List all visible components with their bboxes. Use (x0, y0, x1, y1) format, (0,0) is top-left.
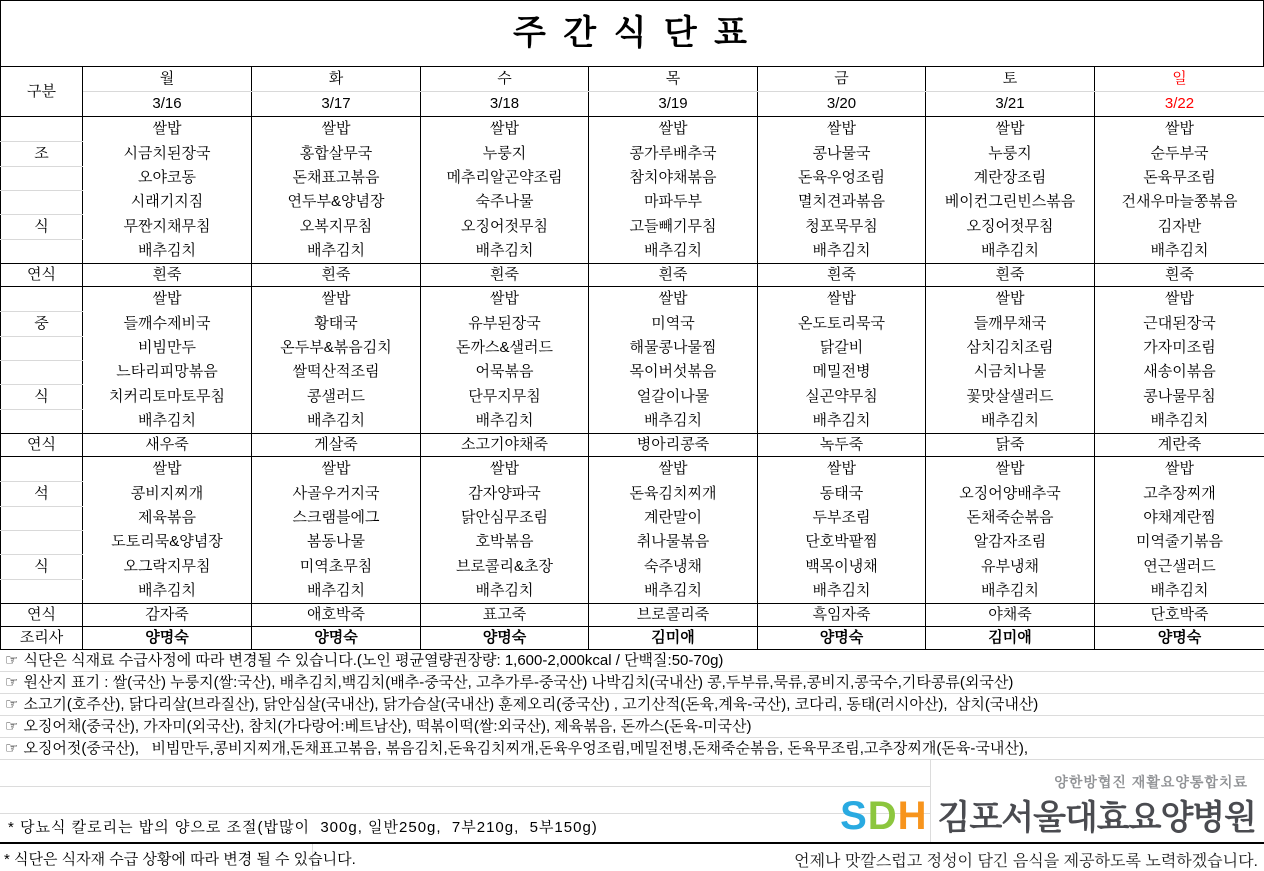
day-date-3/22: 3/22 (1095, 92, 1264, 117)
day-date-3/19: 3/19 (589, 92, 758, 117)
meal-item: 목이버섯볶음 (589, 360, 758, 384)
meal-item: 온두부&볶음김치 (252, 336, 421, 360)
corner-label: 구분 (1, 67, 83, 117)
meal-item: 마파두부 (589, 190, 758, 214)
meal-item: 베이컨그린빈스볶음 (926, 190, 1095, 214)
meal-item: 삼치김치조림 (926, 336, 1095, 360)
meal-item: 단무지무침 (421, 384, 589, 409)
cook-name: 김미애 (926, 627, 1095, 650)
divider-line (0, 842, 1264, 844)
cook-row-label: 조리사 (1, 627, 83, 650)
meal-item: 배추김치 (926, 239, 1095, 264)
soft-menu-item: 흰죽 (926, 264, 1095, 287)
meal-item: 쌀밥 (83, 457, 252, 482)
day-header-3/18: 수 (421, 67, 589, 92)
soft-diet-label: 연식 (1, 264, 83, 287)
meal-item: 연두부&양념장 (252, 190, 421, 214)
meal-section-label: 석 (1, 481, 83, 506)
supply-note: * 식단은 식자재 수급 상황에 따라 변경 될 수 있습니다. (4, 848, 356, 869)
meal-item: 건새우마늘쫑볶음 (1095, 190, 1264, 214)
meal-item: 오징어양배추국 (926, 481, 1095, 506)
meal-item: 배추김치 (83, 239, 252, 264)
meal-item: 근대된장국 (1095, 311, 1264, 336)
meal-section-label (1, 166, 83, 190)
meal-item: 알감자조림 (926, 530, 1095, 554)
origin-notes (0, 650, 1264, 760)
meal-item: 배추김치 (926, 409, 1095, 434)
meal-item: 브로콜리&초장 (421, 554, 589, 579)
meal-item: 숙주냉채 (589, 554, 758, 579)
meal-item: 배추김치 (1095, 579, 1264, 604)
meal-item: 쌀밥 (1095, 457, 1264, 482)
meal-item: 계란장조림 (926, 166, 1095, 190)
meal-item: 쌀밥 (926, 117, 1095, 142)
soft-menu-item: 야채죽 (926, 604, 1095, 627)
meal-item: 야채계란찜 (1095, 506, 1264, 530)
soft-menu-item: 흑임자죽 (758, 604, 926, 627)
meal-item: 쌀떡산적조림 (252, 360, 421, 384)
meal-item: 쌀밥 (758, 117, 926, 142)
meal-item: 미역국 (589, 311, 758, 336)
day-header-3/17: 화 (252, 67, 421, 92)
meal-item: 배추김치 (83, 409, 252, 434)
note-row (0, 716, 1264, 738)
meal-item: 새송이볶음 (1095, 360, 1264, 384)
meal-item: 쌀밥 (252, 457, 421, 482)
pointing-hand-icon: ☞ (5, 696, 18, 713)
meal-item: 배추김치 (252, 579, 421, 604)
day-date-3/17: 3/17 (252, 92, 421, 117)
soft-menu-item: 게살죽 (252, 434, 421, 457)
note-text: 원산지 표기 : 쌀(국산) 누룽지(쌀:국산), 배추김치,백김치(배추-중국산, 고추가루-중국산) 나박김치(국내산) 콩,두부류,묵류,콩비지,콩국수,기타콩류(외국산) (23, 674, 1013, 691)
meal-item: 미역초무침 (252, 554, 421, 579)
logo-sdh-letter: S (840, 794, 868, 838)
meal-item: 사골우거지국 (252, 481, 421, 506)
pointing-hand-icon: ☞ (5, 740, 18, 757)
meal-item: 쌀밥 (421, 117, 589, 142)
meal-item: 누룽지 (926, 141, 1095, 166)
meal-item: 온도토리묵국 (758, 311, 926, 336)
meal-item: 도토리묵&양념장 (83, 530, 252, 554)
day-header-3/20: 금 (758, 67, 926, 92)
meal-item: 백목이냉채 (758, 554, 926, 579)
soft-menu-item: 닭죽 (926, 434, 1095, 457)
day-header-3/22: 일 (1095, 67, 1264, 92)
sdh-logo (840, 794, 927, 839)
logo-tagline-bottom: 언제나 맛깔스럽고 정성이 담긴 음식을 제공하도록 노력하겠습니다. (794, 848, 1258, 871)
meal-item: 가자미조림 (1095, 336, 1264, 360)
cook-name: 양명숙 (1095, 627, 1264, 650)
pointing-hand-icon: ☞ (5, 674, 18, 691)
pointing-hand-icon: ☞ (5, 652, 18, 669)
cook-name: 양명숙 (421, 627, 589, 650)
meal-section-label (1, 409, 83, 434)
soft-menu-item: 흰죽 (421, 264, 589, 287)
meal-item: 동태국 (758, 481, 926, 506)
soft-menu-item: 브로콜리죽 (589, 604, 758, 627)
meal-section-label (1, 530, 83, 554)
meal-section-label (1, 190, 83, 214)
logo-sdh-letter: H (898, 794, 928, 838)
soft-diet-label: 연식 (1, 604, 83, 627)
cook-name: 양명숙 (252, 627, 421, 650)
meal-item: 비빔만두 (83, 336, 252, 360)
meal-item: 감자양파국 (421, 481, 589, 506)
meal-section-label: 중 (1, 311, 83, 336)
note-text: 오징어젓(중국산), 비빔만두,콩비지찌개,돈채표고볶음, 볶음김치,돈육김치찌개,돈육우엉조림,메밀전병,돈채죽순볶음, 돈육무조림,고추장찌개(돈육-국내산), (23, 740, 1028, 757)
day-header-3/16: 월 (83, 67, 252, 92)
soft-diet-label: 연식 (1, 434, 83, 457)
page-title: 주 간 식 단 표 (0, 0, 1264, 66)
meal-item: 두부조림 (758, 506, 926, 530)
meal-item: 배추김치 (421, 579, 589, 604)
soft-menu-item: 표고죽 (421, 604, 589, 627)
meal-item: 배추김치 (421, 239, 589, 264)
meal-section-label (1, 239, 83, 264)
meal-item: 시금치나물 (926, 360, 1095, 384)
bottom-area (0, 760, 1264, 870)
meal-item: 배추김치 (758, 579, 926, 604)
meal-item: 배추김치 (758, 409, 926, 434)
meal-item: 해물콩나물찜 (589, 336, 758, 360)
meal-section-label (1, 117, 83, 142)
soft-menu-item: 새우죽 (83, 434, 252, 457)
meal-item: 무짠지채무침 (83, 214, 252, 239)
meal-item: 콩샐러드 (252, 384, 421, 409)
meal-item: 배추김치 (1095, 409, 1264, 434)
meal-item: 치커리토마토무침 (83, 384, 252, 409)
meal-item: 황태국 (252, 311, 421, 336)
meal-item: 오그락지무침 (83, 554, 252, 579)
meal-section-label: 조 (1, 141, 83, 166)
hospital-name: 김포서울대효요양병원 (938, 790, 1256, 839)
meal-item: 들깨수제비국 (83, 311, 252, 336)
meal-item: 봄동나물 (252, 530, 421, 554)
meal-item: 쌀밥 (758, 287, 926, 312)
cook-name: 양명숙 (83, 627, 252, 650)
logo-tagline-top: 양한방협진 재활요양통합치료 (1054, 772, 1248, 792)
meal-item: 어묵볶음 (421, 360, 589, 384)
meal-item: 시래기지짐 (83, 190, 252, 214)
note-text: 소고기(호주산), 닭다리살(브라질산), 닭안심살(국내산), 닭가슴살(국내산) 훈제오리(중국산) , 고기산적(돈육,계육-국산), 코다리, 동태(러시아산), 삼치(국내산) (23, 696, 1038, 713)
meal-item: 단호박팥찜 (758, 530, 926, 554)
meal-item: 배추김치 (252, 409, 421, 434)
meal-item: 배추김치 (421, 409, 589, 434)
meal-item: 실곤약무침 (758, 384, 926, 409)
meal-item: 쌀밥 (589, 457, 758, 482)
meal-item: 배추김치 (83, 579, 252, 604)
meal-item: 계란말이 (589, 506, 758, 530)
soft-menu-item: 흰죽 (1095, 264, 1264, 287)
meal-item: 돈까스&샐러드 (421, 336, 589, 360)
meal-item: 얼갈이나물 (589, 384, 758, 409)
meal-item: 돈육우엉조림 (758, 166, 926, 190)
note-row (0, 650, 1264, 672)
soft-menu-item: 병아리콩죽 (589, 434, 758, 457)
meal-item: 호박볶음 (421, 530, 589, 554)
meal-section-label: 식 (1, 554, 83, 579)
soft-menu-item: 감자죽 (83, 604, 252, 627)
meal-section-label: 식 (1, 214, 83, 239)
cook-name: 양명숙 (758, 627, 926, 650)
meal-item: 쌀밥 (252, 117, 421, 142)
meal-item: 홍합살무국 (252, 141, 421, 166)
soft-menu-item: 흰죽 (758, 264, 926, 287)
meal-item: 배추김치 (589, 239, 758, 264)
meal-section-label (1, 506, 83, 530)
day-date-3/21: 3/21 (926, 92, 1095, 117)
meal-item: 쌀밥 (1095, 117, 1264, 142)
day-date-3/16: 3/16 (83, 92, 252, 117)
diabetic-note: * 당뇨식 칼로리는 밥의 양으로 조절(밥많이 300g, 일반250g, 7부210g, 5부150g) (8, 815, 598, 841)
meal-item: 콩나물국 (758, 141, 926, 166)
meal-item: 고추장찌개 (1095, 481, 1264, 506)
note-row (0, 694, 1264, 716)
meal-section-label (1, 360, 83, 384)
meal-item: 배추김치 (758, 239, 926, 264)
soft-menu-item: 흰죽 (83, 264, 252, 287)
meal-item: 유부된장국 (421, 311, 589, 336)
meal-item: 고들빼기무침 (589, 214, 758, 239)
soft-menu-item: 애호박죽 (252, 604, 421, 627)
meal-item: 메추리알곤약조림 (421, 166, 589, 190)
pointing-hand-icon: ☞ (5, 718, 18, 735)
note-row (0, 672, 1264, 694)
meal-item: 배추김치 (1095, 239, 1264, 264)
meal-item: 쌀밥 (252, 287, 421, 312)
note-text: 오징어채(중국산), 가자미(외국산), 참치(가다랑어:베트남산), 떡볶이떡(쌀:외국산), 제육볶음, 돈까스(돈육-미국산) (23, 718, 751, 735)
meal-item: 오야코동 (83, 166, 252, 190)
weekly-menu-table (0, 66, 1264, 650)
note-text: 식단은 식재료 수급사정에 따라 변경될 수 있습니다.(노인 평균열량권장량: 1,600-2,000kcal / 단백질:50-70g) (23, 652, 723, 669)
meal-section-label (1, 336, 83, 360)
meal-item: 느타리피망볶음 (83, 360, 252, 384)
meal-item: 청포묵무침 (758, 214, 926, 239)
meal-item: 연근샐러드 (1095, 554, 1264, 579)
meal-section-label (1, 457, 83, 482)
meal-item: 돈육김치찌개 (589, 481, 758, 506)
gridline-horizontal (0, 786, 930, 787)
meal-item: 들깨무채국 (926, 311, 1095, 336)
meal-item: 쌀밥 (83, 117, 252, 142)
meal-item: 쌀밥 (421, 457, 589, 482)
meal-item: 순두부국 (1095, 141, 1264, 166)
meal-item: 쌀밥 (421, 287, 589, 312)
meal-item: 제육볶음 (83, 506, 252, 530)
meal-section-label: 식 (1, 384, 83, 409)
meal-item: 스크램블에그 (252, 506, 421, 530)
meal-section-label (1, 579, 83, 604)
meal-item: 돈육무조림 (1095, 166, 1264, 190)
day-date-3/20: 3/20 (758, 92, 926, 117)
meal-item: 배추김치 (252, 239, 421, 264)
meal-item: 쌀밥 (83, 287, 252, 312)
meal-item: 메밀전병 (758, 360, 926, 384)
meal-item: 숙주나물 (421, 190, 589, 214)
meal-item: 멸치견과볶음 (758, 190, 926, 214)
meal-item: 쌀밥 (926, 287, 1095, 312)
meal-item: 쌀밥 (926, 457, 1095, 482)
meal-item: 콩가루배추국 (589, 141, 758, 166)
meal-item: 닭갈비 (758, 336, 926, 360)
day-header-3/19: 목 (589, 67, 758, 92)
meal-item: 쌀밥 (758, 457, 926, 482)
meal-item: 오복지무침 (252, 214, 421, 239)
meal-item: 누룽지 (421, 141, 589, 166)
day-header-3/21: 토 (926, 67, 1095, 92)
meal-item: 배추김치 (926, 579, 1095, 604)
meal-item: 오징어젓무침 (421, 214, 589, 239)
meal-item: 김자반 (1095, 214, 1264, 239)
logo-sdh-letter: D (868, 794, 898, 838)
meal-item: 쌀밥 (1095, 287, 1264, 312)
meal-item: 오징어젓무침 (926, 214, 1095, 239)
hospital-logo (840, 790, 1256, 839)
soft-menu-item: 흰죽 (589, 264, 758, 287)
meal-section-label (1, 287, 83, 312)
meal-item: 시금치된장국 (83, 141, 252, 166)
meal-item: 콩비지찌개 (83, 481, 252, 506)
meal-item: 닭안심무조림 (421, 506, 589, 530)
day-date-3/18: 3/18 (421, 92, 589, 117)
meal-item: 쌀밥 (589, 287, 758, 312)
meal-item: 배추김치 (589, 579, 758, 604)
meal-item: 참치야채볶음 (589, 166, 758, 190)
meal-item: 쌀밥 (589, 117, 758, 142)
soft-menu-item: 소고기야채죽 (421, 434, 589, 457)
meal-item: 배추김치 (589, 409, 758, 434)
meal-item: 콩나물무침 (1095, 384, 1264, 409)
cook-name: 김미애 (589, 627, 758, 650)
gridline-horizontal (0, 813, 930, 814)
soft-menu-item: 단호박죽 (1095, 604, 1264, 627)
soft-menu-item: 계란죽 (1095, 434, 1264, 457)
meal-item: 미역줄기볶음 (1095, 530, 1264, 554)
meal-item: 취나물볶음 (589, 530, 758, 554)
meal-item: 꽃맛살샐러드 (926, 384, 1095, 409)
soft-menu-item: 녹두죽 (758, 434, 926, 457)
meal-item: 돈채죽순볶음 (926, 506, 1095, 530)
meal-item: 유부냉채 (926, 554, 1095, 579)
soft-menu-item: 흰죽 (252, 264, 421, 287)
note-row (0, 738, 1264, 760)
meal-item: 돈채표고볶음 (252, 166, 421, 190)
